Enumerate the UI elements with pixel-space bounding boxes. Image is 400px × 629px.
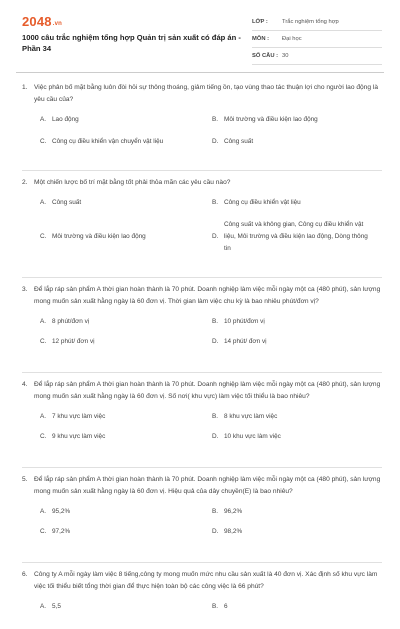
option-letter: D. bbox=[212, 233, 219, 240]
option-b[interactable] bbox=[212, 114, 318, 126]
option-text: Công suất và không gian, Công cụ điều khiển vật liệu, Môi trường và điều kiện lao động, Dòng thông tin bbox=[224, 221, 368, 252]
option-letter: B. bbox=[212, 603, 219, 610]
option-text: 6 bbox=[224, 603, 228, 610]
option-text: 8 khu vực làm việc bbox=[224, 413, 278, 420]
option-letter: A. bbox=[40, 318, 47, 325]
meta-key: LỚP : bbox=[252, 19, 268, 25]
option-text: 98,2% bbox=[224, 528, 243, 535]
option-text: 7 khu vực làm việc bbox=[52, 413, 106, 420]
option-text: 8 phút/đơn vị bbox=[52, 318, 90, 325]
option-letter: D. bbox=[212, 138, 219, 145]
option-d[interactable] bbox=[212, 336, 267, 348]
option-text: 5,5 bbox=[52, 603, 61, 610]
option-letter: D. bbox=[212, 433, 219, 440]
question-number: 4. bbox=[22, 381, 28, 388]
option-text: Công suất bbox=[224, 138, 254, 145]
option-text: Môi trường và điều kiện lao động bbox=[52, 233, 146, 240]
option-d[interactable] bbox=[212, 136, 253, 148]
logo-suffix: .vn bbox=[52, 21, 63, 27]
option-letter: B. bbox=[212, 199, 219, 206]
option-text: 12 phút/ đơn vị bbox=[52, 338, 95, 345]
option-letter: D. bbox=[212, 338, 219, 345]
question-3 bbox=[22, 278, 382, 372]
meta-key: MÔN : bbox=[252, 36, 270, 42]
question-1 bbox=[22, 82, 382, 170]
option-letter: B. bbox=[212, 116, 219, 123]
meta-row-class bbox=[252, 14, 382, 31]
header-divider bbox=[16, 72, 384, 73]
question-number: 2. bbox=[22, 179, 28, 186]
question-4 bbox=[22, 373, 382, 467]
question-number: 6. bbox=[22, 571, 28, 578]
option-text: 95,2% bbox=[52, 508, 71, 515]
question-body: Công ty A mỗi ngày làm việc 8 tiếng,công ty mong muốn mức nhu cầu sản xuất là 40 đơn vị. Xác định số khu vực làm việc tối thiểu biết tổng thời gian để thực hiện toàn bộ các công việc là 66 phút? bbox=[34, 571, 378, 590]
question-number: 5. bbox=[22, 476, 28, 483]
site-logo[interactable] bbox=[22, 14, 62, 29]
option-text: 97,2% bbox=[52, 528, 71, 535]
question-body: Để lắp ráp sản phẩm A thời gian hoàn thành là 70 phút. Doanh nghiệp làm việc mỗi ngày một ca (480 phút), sản lượng mong muốn sản xuất hằng ngày là 60 đơn vị. Thời gian làm việc chu kỳ là bao nhiêu phút/đơn vị? bbox=[34, 286, 381, 305]
option-text: Công cụ điều khiển vật liệu bbox=[224, 199, 301, 206]
question-list bbox=[22, 82, 382, 629]
question-text bbox=[22, 177, 382, 189]
option-d[interactable] bbox=[212, 219, 372, 255]
option-text: Lao động bbox=[52, 116, 79, 123]
question-body: Để lắp ráp sản phẩm A thời gian hoàn thành là 70 phút. Doanh nghiệp làm việc mỗi ngày một ca (480 phút), sản lượng mong muốn sản xuất hằng ngày là 60 đơn vị. Số nơi( khu vực) làm việc tối thiểu là bao nhiêu? bbox=[34, 381, 381, 400]
meta-row-subject bbox=[252, 31, 382, 48]
option-letter: B. bbox=[212, 318, 219, 325]
option-letter: B. bbox=[212, 508, 219, 515]
option-c[interactable] bbox=[40, 231, 146, 243]
option-text: 10 phút/đơn vị bbox=[224, 318, 265, 325]
meta-value: Đại học bbox=[282, 36, 302, 42]
option-text: 96,2% bbox=[224, 508, 243, 515]
document-title: 1000 câu trắc nghiệm tổng hợp Quản trị sản xuất có đáp án - Phần 34 bbox=[22, 33, 241, 53]
option-text: 10 khu vực làm việc bbox=[224, 433, 281, 440]
option-a[interactable] bbox=[40, 114, 79, 126]
logo-text: 2048 bbox=[22, 14, 52, 29]
option-letter: B. bbox=[212, 413, 219, 420]
option-b[interactable] bbox=[212, 506, 242, 518]
question-2 bbox=[22, 171, 382, 277]
question-text bbox=[22, 82, 382, 106]
option-text: Môi trường và điều kiện lao động bbox=[224, 116, 318, 123]
option-letter: A. bbox=[40, 413, 47, 420]
option-letter: A. bbox=[40, 603, 47, 610]
option-letter: A. bbox=[40, 199, 47, 206]
option-text: 14 phút/ đơn vị bbox=[224, 338, 267, 345]
meta-row-count bbox=[252, 48, 382, 65]
option-c[interactable] bbox=[40, 431, 105, 443]
option-letter: A. bbox=[40, 508, 47, 515]
option-letter: C. bbox=[40, 338, 47, 345]
question-text bbox=[22, 474, 382, 498]
option-a[interactable] bbox=[40, 506, 70, 518]
option-a[interactable] bbox=[40, 316, 89, 328]
option-b[interactable] bbox=[212, 411, 277, 423]
option-letter: C. bbox=[40, 233, 47, 240]
option-letter: D. bbox=[212, 528, 219, 535]
header bbox=[0, 0, 400, 66]
question-number: 1. bbox=[22, 84, 28, 91]
question-body: Một chiến lược bố trí mặt bằng tốt phải thỏa mãn các yêu cầu nào? bbox=[34, 179, 231, 186]
option-b[interactable] bbox=[212, 316, 265, 328]
question-text bbox=[22, 284, 382, 308]
meta-table bbox=[252, 14, 382, 65]
option-letter: C. bbox=[40, 138, 47, 145]
meta-value: Trắc nghiệm tổng hợp bbox=[282, 19, 339, 25]
option-c[interactable] bbox=[40, 336, 95, 348]
option-a[interactable] bbox=[40, 411, 105, 423]
question-6 bbox=[22, 563, 382, 629]
option-text: Công cụ điều khiển vận chuyển vật liệu bbox=[52, 138, 164, 145]
question-5 bbox=[22, 468, 382, 562]
option-d[interactable] bbox=[212, 431, 281, 443]
question-body: Việc phân bố mặt bằng luôn đòi hỏi sự thông thoáng, giảm tiếng ồn, tạo vùng thao tác thuận lợi cho người lao động là yêu cầu của? bbox=[34, 84, 378, 103]
meta-value: 30 bbox=[282, 53, 289, 59]
meta-key: SỐ CÂU : bbox=[252, 53, 279, 59]
option-a[interactable] bbox=[40, 197, 81, 209]
option-d[interactable] bbox=[212, 526, 242, 538]
option-c[interactable] bbox=[40, 526, 70, 538]
option-text: Công suất bbox=[52, 199, 82, 206]
option-letter: C. bbox=[40, 433, 47, 440]
option-letter: A. bbox=[40, 116, 47, 123]
option-a[interactable] bbox=[40, 601, 61, 613]
question-body: Để lắp ráp sản phẩm A thời gian hoàn thành là 70 phút. Doanh nghiệp làm việc mỗi ngày một ca (480 phút), sản lượng mong muốn sản xuất hằng ngày là 60 đơn vị. Hiệu quả của dây chuyền(E) là bao nhiêu? bbox=[34, 476, 381, 495]
option-b[interactable] bbox=[212, 197, 301, 209]
option-letter: C. bbox=[40, 528, 47, 535]
option-text: 9 khu vực làm việc bbox=[52, 433, 106, 440]
question-text bbox=[22, 379, 382, 403]
option-c[interactable] bbox=[40, 136, 163, 148]
question-number: 3. bbox=[22, 286, 28, 293]
option-b[interactable] bbox=[212, 601, 228, 613]
question-text bbox=[22, 569, 382, 593]
